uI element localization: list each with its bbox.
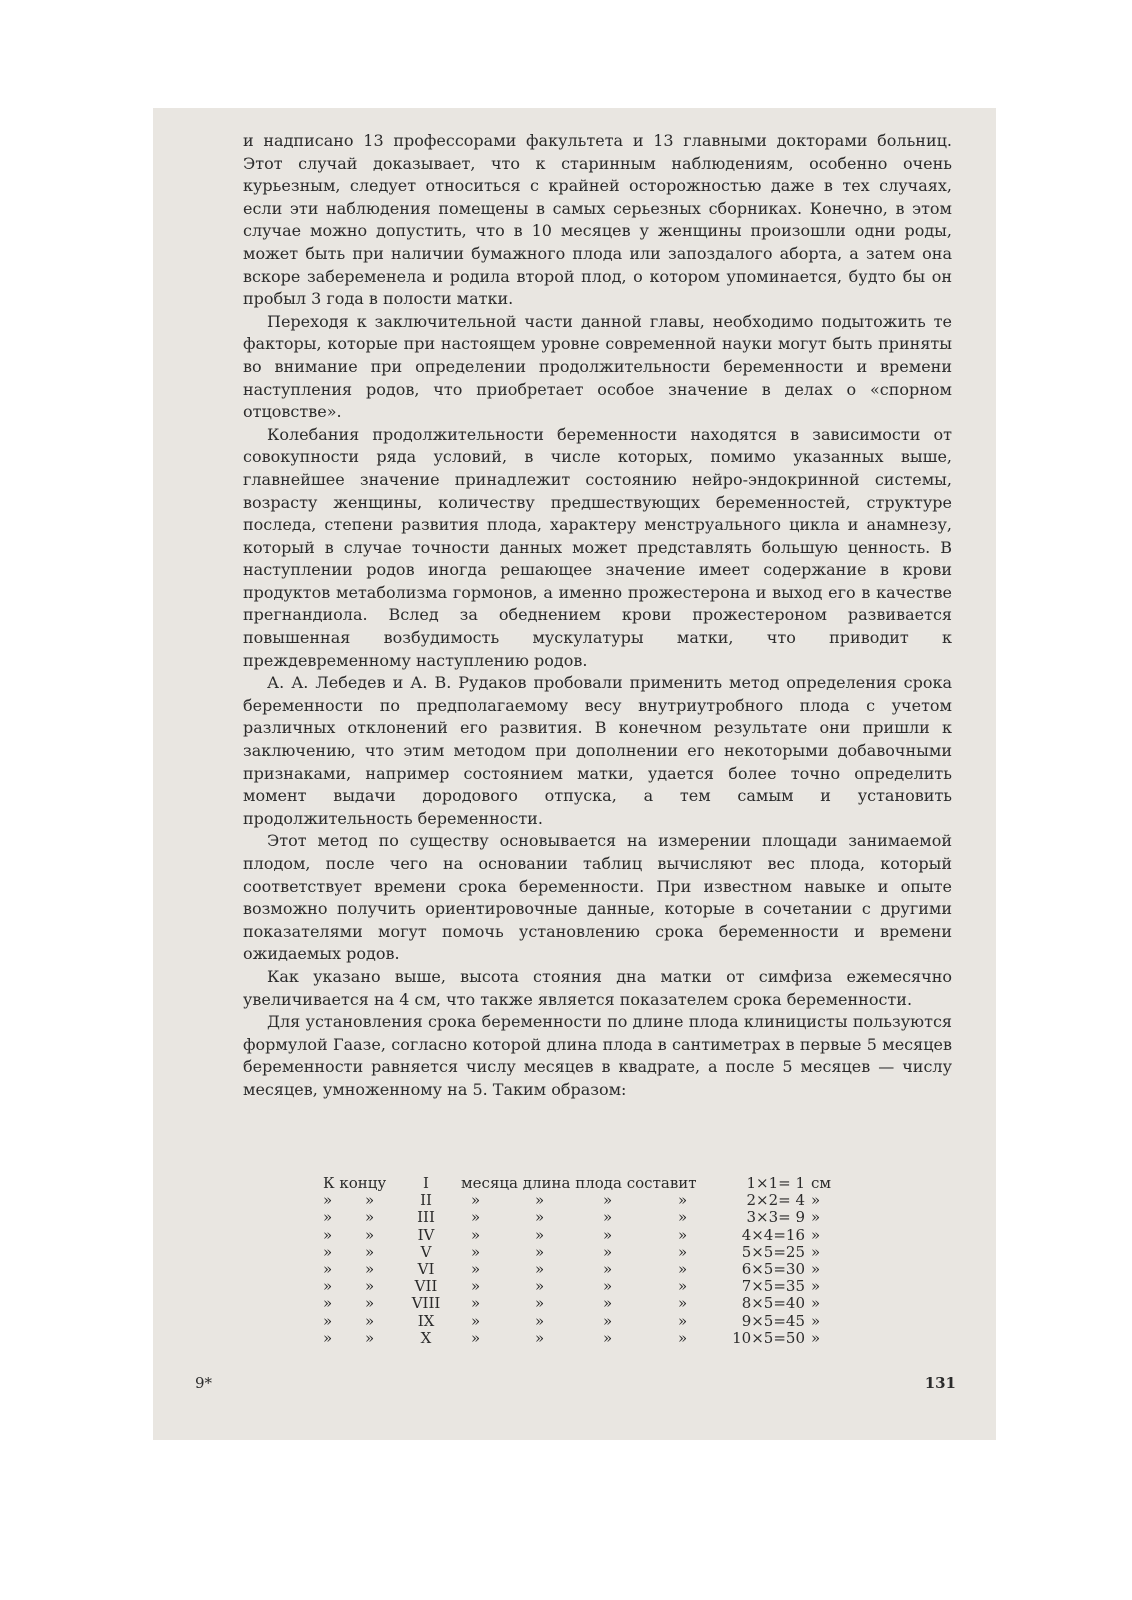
ditto-mark: »	[365, 1294, 375, 1313]
month-numeral: VIII	[411, 1294, 441, 1313]
ditto-mark: »	[811, 1208, 821, 1227]
ditto-mark: »	[603, 1225, 613, 1244]
ditto-mark: »	[603, 1311, 613, 1330]
page-number: 131	[924, 1374, 956, 1392]
ditto-mark: »	[535, 1294, 545, 1313]
ditto-mark: »	[323, 1294, 333, 1313]
paragraph: Переходя к заключительной части данной главы, необходимо подытожить те факторы, которые при настоящем уровне современной науки могут быть приняты во внимание при определении продолжительности беременности и времени наступления родов, что приобретает особое значение в делах о «спорном отцовстве».	[243, 311, 952, 422]
ditto-mark: »	[471, 1191, 481, 1210]
ditto-mark: »	[535, 1311, 545, 1330]
ditto-mark: »	[678, 1191, 688, 1210]
ditto-mark: »	[811, 1311, 821, 1330]
ditto-mark: »	[811, 1242, 821, 1261]
ditto-mark: »	[535, 1242, 545, 1261]
ditto-mark: »	[471, 1311, 481, 1330]
ditto-mark: »	[365, 1225, 375, 1244]
ditto-mark: »	[811, 1259, 821, 1278]
ditto-mark: »	[471, 1294, 481, 1313]
ditto-mark: »	[603, 1328, 613, 1347]
length-formula: 8×5=40	[741, 1294, 805, 1313]
ditto-mark: »	[678, 1259, 688, 1278]
ditto-mark: »	[365, 1259, 375, 1278]
ditto-mark: »	[323, 1328, 333, 1347]
ditto-mark: »	[535, 1191, 545, 1210]
month-numeral: VI	[417, 1259, 435, 1278]
month-numeral: VII	[414, 1277, 438, 1296]
ditto-mark: »	[811, 1328, 821, 1347]
length-formula: 5×5=25	[741, 1242, 805, 1261]
month-numeral: IX	[417, 1311, 435, 1330]
ditto-mark: »	[603, 1242, 613, 1261]
ditto-mark: »	[471, 1328, 481, 1347]
length-formula: 3×3= 9	[746, 1208, 805, 1227]
ditto-mark: »	[471, 1259, 481, 1278]
ditto-mark: »	[678, 1311, 688, 1330]
ditto-mark: »	[535, 1225, 545, 1244]
ditto-mark: »	[535, 1328, 545, 1347]
ditto-mark: »	[603, 1294, 613, 1313]
ditto-mark: »	[323, 1191, 333, 1210]
unit-label: см	[811, 1174, 832, 1192]
ditto-mark: »	[471, 1242, 481, 1261]
ditto-mark: »	[365, 1191, 375, 1210]
ditto-mark: »	[535, 1208, 545, 1227]
month-numeral: X	[420, 1328, 432, 1347]
ditto-mark: »	[678, 1208, 688, 1227]
ditto-mark: »	[323, 1242, 333, 1261]
ditto-mark: »	[535, 1277, 545, 1296]
paragraph: Для установления срока беременности по длине плода клиницисты пользуются формулой Гаазе, согласно которой длина плода в сантиметрах в первые 5 месяцев беременности равняется числу месяцев в квадрате, а после 5 месяцев — числу месяцев, умноженному на 5. Таким образом:	[243, 1012, 952, 1099]
ditto-mark: »	[471, 1225, 481, 1244]
length-formula: 1×1= 1	[746, 1174, 805, 1192]
ditto-mark: »	[678, 1242, 688, 1261]
month-numeral: IV	[417, 1225, 435, 1244]
length-formula: 7×5=35	[741, 1277, 805, 1296]
month-numeral: II	[420, 1191, 432, 1210]
month-numeral: V	[420, 1242, 432, 1261]
ditto-mark: »	[678, 1328, 688, 1347]
paragraph: Как указано выше, высота стояния дна матки от симфиза ежемесячно увеличивается на 4 см, что также является показателем срока беременности.	[243, 966, 952, 1009]
ditto-mark: »	[811, 1277, 821, 1296]
paragraph: А. А. Лебедев и А. В. Рудаков пробовали применить метод определения срока беременности по предполагаемому весу внутриутробного плода с учетом различных отклонений его развития. В конечном результате они пришли к заключению, что этим методом при дополнении его некоторыми добавочными признаками, например состоянием матки, удается более точно определить момент выдачи дородового отпуска, а тем самым и установить продолжительность беременности.	[243, 673, 952, 828]
ditto-mark: »	[365, 1328, 375, 1347]
ditto-mark: »	[603, 1277, 613, 1296]
row-lead-text: К концу	[323, 1174, 387, 1192]
ditto-mark: »	[811, 1294, 821, 1313]
length-formula: 4×4=16	[741, 1225, 805, 1244]
ditto-mark: »	[323, 1259, 333, 1278]
ditto-mark: »	[471, 1277, 481, 1296]
ditto-mark: »	[678, 1277, 688, 1296]
paragraph: Колебания продолжительности беременности находятся в зависимости от совокупности ряда условий, в числе которых, помимо указанных выше, главнейшее значение принадлежит состоянию нейро-эндокринной системы, возрасту женщины, количеству предшествующих беременностей, структуре последа, степени развития плода, характеру менструального цикла и анамнезу, который в случае точности данных может представлять большую ценность. В наступлении родов иногда решающее значение имеет содержание в крови продуктов метаболизма гормонов, а именно прожестерона и выход его в качестве прегнандиола. Вслед за обеднением крови прожестероном развивается повышенная возбудимость мускулатуры матки, что приводит к преждевременному наступлению родов.	[243, 424, 952, 670]
ditto-mark: »	[471, 1208, 481, 1227]
ditto-mark: »	[603, 1191, 613, 1210]
ditto-mark: »	[365, 1311, 375, 1330]
ditto-mark: »	[603, 1259, 613, 1278]
ditto-mark: »	[603, 1208, 613, 1227]
ditto-mark: »	[323, 1277, 333, 1296]
book-page	[153, 108, 996, 1440]
length-formula: 9×5=45	[741, 1311, 805, 1330]
ditto-mark: »	[811, 1191, 821, 1210]
month-numeral: III	[417, 1208, 435, 1227]
ditto-mark: »	[678, 1225, 688, 1244]
length-formula: 6×5=30	[741, 1259, 805, 1278]
signature-mark: 9*	[195, 1374, 213, 1392]
ditto-mark: »	[535, 1259, 545, 1278]
body-text	[243, 130, 952, 1102]
ditto-mark: »	[365, 1208, 375, 1227]
ditto-mark: »	[365, 1277, 375, 1296]
length-formula: 10×5=50	[732, 1328, 805, 1347]
paragraph: Этот метод по существу основывается на измерении площади занимаемой плодом, после чего на основании таблиц вычисляют вес плода, который соответствует времени срока беременности. При известном навыке и опыте возможно получить ориентировочные данные, которые в сочетании с другими показателями могут помочь установлению срока беременности и времени ожидаемых родов.	[243, 831, 952, 964]
month-numeral: I	[423, 1174, 429, 1192]
ditto-mark: »	[323, 1225, 333, 1244]
paragraph: и надписано 13 профессорами факультета и 13 главными докторами больниц. Этот случай доказывает, что к старинным наблюдениям, особенно очень курьезным, следует относиться с крайней осторожностью даже в тех случаях, если эти наблюдения помещены в самых серьезных сборниках. Конечно, в этом случае можно допустить, что в 10 месяцев у женщины произошли одни роды, может быть при наличии бумажного плода или запоздалого аборта, а затем она вскоре забеременела и родила второй плод, о котором упоминается, будто бы он пробыл 3 года в полости матки.	[243, 131, 952, 309]
ditto-mark: »	[323, 1311, 333, 1330]
ditto-mark: »	[678, 1294, 688, 1313]
length-formula: 2×2= 4	[746, 1191, 805, 1210]
ditto-mark: »	[365, 1242, 375, 1261]
ditto-mark: »	[323, 1208, 333, 1227]
row-phrase-text: месяца длина плода составит	[461, 1174, 697, 1192]
ditto-mark: »	[811, 1225, 821, 1244]
